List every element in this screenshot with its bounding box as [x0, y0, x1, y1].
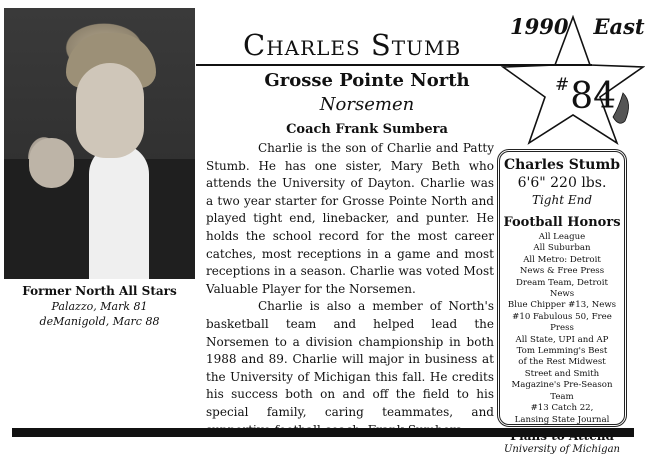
- photo-hand: [29, 138, 74, 188]
- coach-name: Coach Frank Sumbera: [286, 122, 448, 137]
- photo-caption-line-2: deManigold, Marc 88: [39, 315, 160, 328]
- bio-paragraph-2: Charlie is also a member of North's basketball team and helped lead the Norsemen to a division championship in both 1988 and 89. Charlie will major in business at the University of Michigan this fall. He credits his success both on and off the field to his special family, caring teammates, and: [206, 299, 494, 419]
- honor-item: News & Free Press: [519, 266, 605, 277]
- sidebar-position: Tight End: [531, 193, 593, 207]
- honor-item: All State, UPI and AP: [515, 334, 609, 345]
- bio-paragraph-1: Charlie is the son of Charlie and Patty Stumb. He has one sister, Mary Beth who attends the University of Dayton. Charlie was a two year starter for Grosse Pointe North and played tight end, linebacker, and punter. He holds the school record for the most career catches, most receptions in a game and most receptions in a season. Charlie was voted Most Valuable Player for the Norsemen.: [206, 141, 494, 296]
- player-name-heading: Charles Stumb: [243, 28, 462, 62]
- sidebar-honors-list: [500, 232, 624, 426]
- honor-item: All Suburban: [533, 243, 591, 254]
- player-photo: [4, 8, 195, 279]
- stats-sidebar: [497, 149, 627, 455]
- jersey-number-value: 84: [570, 76, 617, 117]
- honor-item: #13 Catch 22,: [530, 403, 594, 414]
- jersey-number: [555, 76, 616, 117]
- school-name: Grosse Pointe North: [264, 70, 470, 91]
- honor-item: All Metro: Detroit: [523, 254, 601, 265]
- honor-item: Tom Lemming's Best: [516, 346, 608, 357]
- photo-tshirt: [89, 144, 149, 279]
- sidebar-college: University of Michigan: [504, 443, 620, 455]
- sidebar-height-weight: 6'6" 220 lbs.: [517, 175, 607, 191]
- honor-item: All League: [538, 232, 586, 242]
- team-label: East: [593, 14, 645, 39]
- honor-item: Street and Smith: [524, 368, 600, 379]
- honor-item: Blue Chipper #13, News: [507, 300, 617, 311]
- year-team-label: [510, 14, 645, 39]
- biography: [206, 140, 494, 439]
- photo-face: [76, 63, 144, 158]
- jersey-number-hash: #: [555, 75, 570, 95]
- sidebar-player-name: Charles Stumb: [503, 157, 621, 173]
- honor-item: Dream Team, Detroit News: [516, 277, 608, 300]
- photo-caption-line-1: Palazzo, Mark 81: [51, 300, 148, 313]
- sidebar-honors-title: Football Honors: [503, 215, 621, 230]
- bottom-rule: [12, 428, 634, 437]
- school-mascot: Norsemen: [319, 94, 415, 115]
- year-label: 1990: [510, 14, 569, 39]
- honor-item: Lansing State Journal: [514, 414, 610, 425]
- photo-caption-title: Former North All Stars: [22, 284, 177, 298]
- honor-item: Magazine's Pre-Season Team: [511, 380, 613, 402]
- honor-item: #10 Fabulous 50, Free Press: [512, 311, 612, 334]
- honor-item: of the Rest Midwest: [518, 357, 606, 368]
- title-rule: [196, 64, 592, 66]
